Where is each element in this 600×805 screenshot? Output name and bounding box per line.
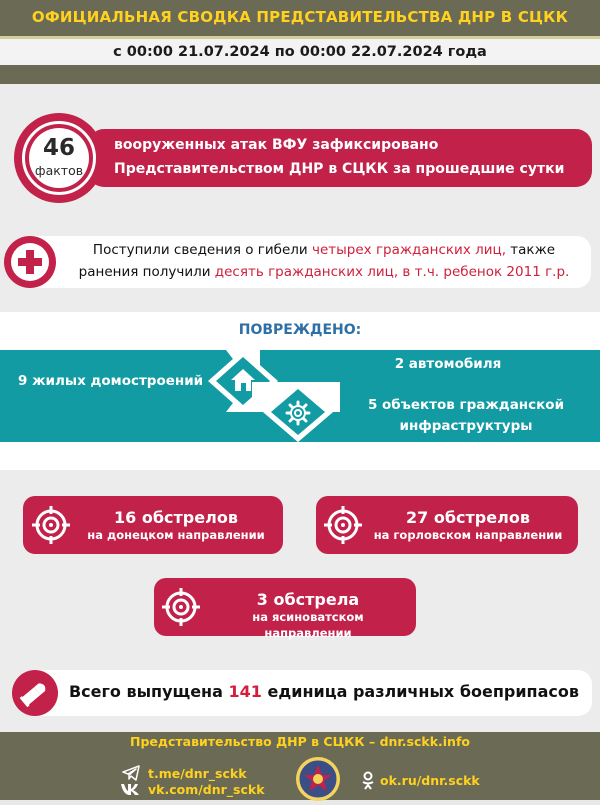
attacks-number: 46 — [42, 135, 75, 161]
telegram-icon[interactable] — [122, 765, 140, 781]
ammo-text-before: Всего выпущена — [68, 682, 229, 701]
casualties-wounded: десять гражданских лиц, в т.ч. ребенок 2011 г.р. — [214, 264, 570, 280]
ok-link[interactable]: ok.ru/dnr.sckk — [380, 773, 480, 788]
telegram-link[interactable]: t.me/dnr_sckk — [148, 766, 247, 781]
page-title: ОФИЦИАЛЬНАЯ СВОДКА ПРЕДСТАВИТЕЛЬСТВА ДНР В СЦКК — [31, 8, 569, 26]
emblem-icon — [296, 757, 340, 801]
shelling-direction-gorlovka: на горловском направлении — [373, 528, 563, 542]
target-icon — [32, 506, 70, 544]
damaged-cars: 2 автомобиля — [394, 356, 502, 372]
casualties-killed: четырех гражданских лиц, — [311, 242, 506, 258]
attacks-description — [114, 133, 584, 181]
shelling-count-yasinovataya: 3 обстрела — [256, 590, 360, 609]
target-icon — [324, 506, 362, 544]
gear-icon — [285, 400, 311, 426]
shelling-direction-donetsk: на донецком направлении — [87, 528, 265, 542]
period-text: с 00:00 21.07.2024 по 00:00 22.07.2024 года — [113, 44, 487, 60]
damaged-title: ПОВРЕЖДЕНО: — [238, 322, 362, 338]
damaged-homes: 9 жилых домостроений — [18, 373, 204, 389]
ammo-text — [60, 679, 588, 705]
casualties-text-3: ранения получили — [78, 264, 215, 280]
shelling-count-gorlovka: 27 обстрелов — [406, 508, 530, 527]
footer-site[interactable]: Представительство ДНР в СЦКК – dnr.sckk.info — [130, 734, 470, 749]
attacks-line-2: Представительством ДНР в СЦКК за прошедшие сутки — [114, 161, 565, 177]
shelling-count-donetsk: 16 обстрелов — [114, 508, 238, 527]
ammo-number: 141 — [228, 682, 262, 701]
vk-link[interactable]: vk.com/dnr_sckk — [148, 782, 265, 797]
casualties-text-2: также — [506, 242, 556, 258]
red-cross-icon — [4, 236, 56, 288]
damaged-infra-line-2: инфраструктуры — [399, 418, 533, 434]
damaged-infra — [346, 395, 586, 437]
attacks-unit: фактов — [34, 163, 84, 178]
casualties-text — [60, 239, 588, 283]
vk-icon[interactable] — [120, 782, 140, 796]
attacks-line-1: вооруженных атак ВФУ зафиксировано — [114, 137, 439, 153]
bullet-icon — [12, 670, 58, 716]
ok-icon[interactable] — [362, 771, 374, 791]
target-icon — [162, 588, 200, 626]
ammo-text-after: единица различных боеприпасов — [261, 682, 579, 701]
header-divider — [0, 70, 600, 84]
shelling-direction-yasinovataya: на ясиноватском направлении — [252, 610, 364, 640]
damaged-infra-line-1: 5 объектов гражданской — [367, 397, 565, 413]
house-icon — [229, 367, 257, 393]
casualties-text-1: Поступили сведения о гибели — [92, 242, 312, 258]
